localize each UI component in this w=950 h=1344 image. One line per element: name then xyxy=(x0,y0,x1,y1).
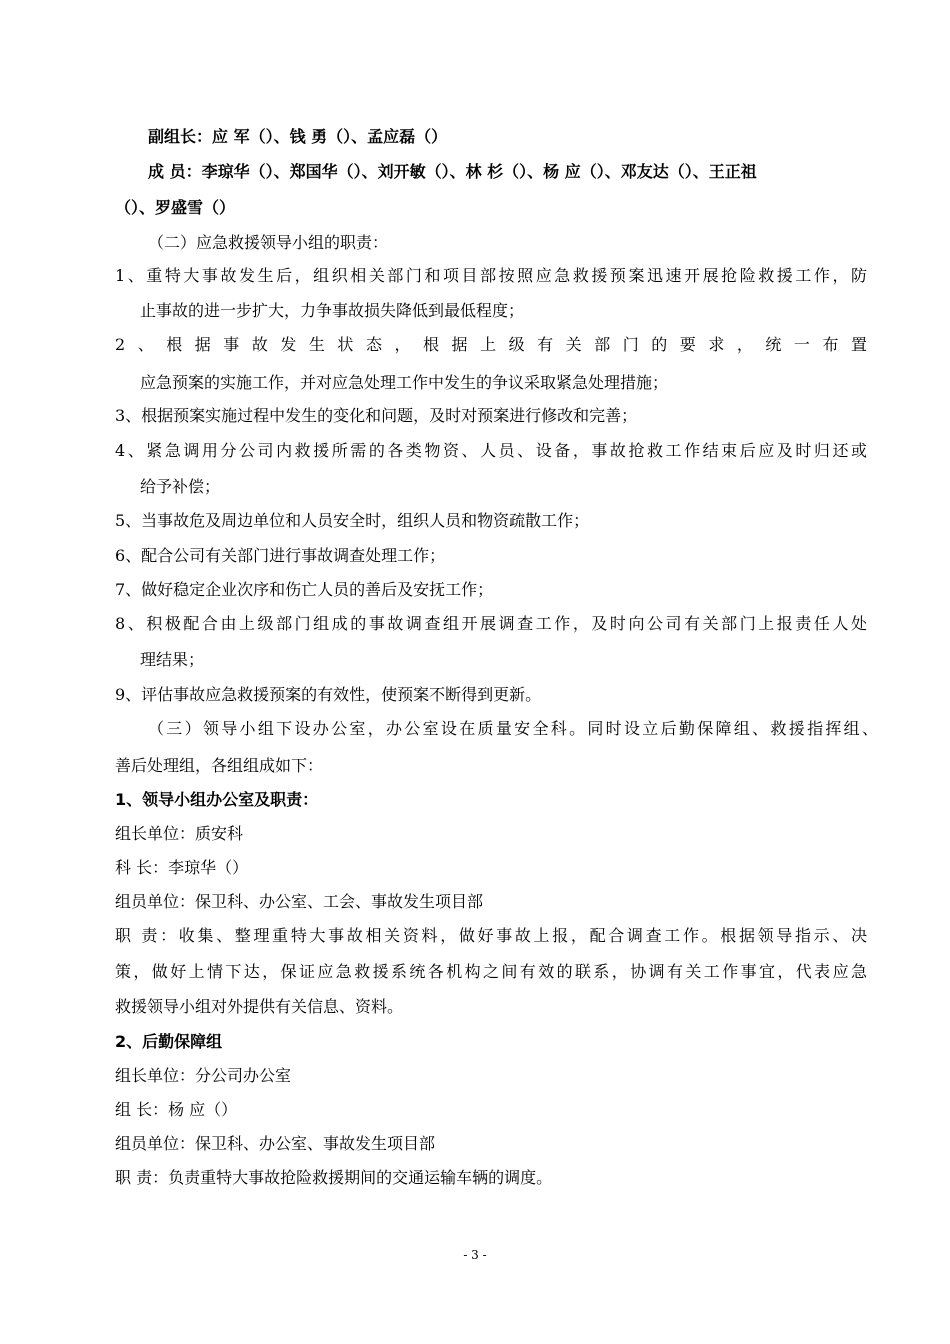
logistics-member-units: 组员单位：保卫科、办公室、事故发生项目部 xyxy=(115,1134,436,1153)
duty-item-4: 4、紧急调用分公司内救援所需的各类物资、人员、设备，事故抢救工作结束后应及时归还或 xyxy=(115,441,867,460)
duty-item-6: 6、配合公司有关部门进行事故调查处理工作； xyxy=(115,546,446,565)
page-number: - 3 - xyxy=(463,1248,487,1262)
duty-item-4-cont: 给予补偿； xyxy=(140,477,221,496)
duty-item-3: 3、根据预案实施过程中发生的变化和问题，及时对预案进行修改和完善； xyxy=(115,406,638,425)
duty-item-9: 9、评估事故应急救援预案的有效性，使预案不断得到更新。 xyxy=(115,685,542,704)
duty-item-1: 1、重特大事故发生后，组织相关部门和项目部按照应急救援预案迅速开展抢险救援工作，防 xyxy=(115,266,867,285)
office-paragraph-cont: 善后处理组，各组组成如下： xyxy=(115,756,324,775)
duty-item-5: 5、当事故危及周边单位和人员安全时，组织人员和物资疏散工作； xyxy=(115,511,590,530)
logistics-lead-unit: 组长单位：分公司办公室 xyxy=(115,1066,292,1085)
deputy-leader-line: 副组长：应 军（）、钱 勇（）、孟应磊（） xyxy=(148,127,448,146)
duty-item-7: 7、做好稳定企业次序和伤亡人员的善后及安抚工作； xyxy=(115,580,494,599)
office-duties: 职 责：收集、整理重特大事故相关资料，做好事故上报，配合调查工作。根据领导指示、决 xyxy=(115,926,867,945)
section-heading-duties: （二）应急救援领导小组的职责： xyxy=(148,233,389,252)
office-paragraph: （三）领导小组下设办公室，办公室设在质量安全科。同时设立后勤保障组、救援指挥组、 xyxy=(148,719,878,738)
section-heading-office: 1、领导小组办公室及职责： xyxy=(115,790,319,809)
members-line-cont: （）、罗盛雪（） xyxy=(115,198,236,217)
duty-item-8-cont: 理结果； xyxy=(140,650,205,669)
logistics-group-leader: 组 长：杨 应（） xyxy=(115,1100,238,1119)
office-duties-cont-1: 策，做好上情下达，保证应急救援系统各机构之间有效的联系，协调有关工作事宜，代表应急 xyxy=(115,962,867,981)
office-lead-unit: 组长单位：质安科 xyxy=(115,824,244,843)
section-heading-logistics: 2、后勤保障组 xyxy=(115,1032,223,1051)
office-member-units: 组员单位：保卫科、办公室、工会、事故发生项目部 xyxy=(115,892,484,911)
office-duties-cont-2: 救援领导小组对外提供有关信息、资料。 xyxy=(115,997,404,1016)
duty-item-2-cont: 应急预案的实施工作，并对应急处理工作中发生的争议采取紧急处理措施； xyxy=(140,373,669,392)
duty-item-1-cont: 止事故的进一步扩大，力争事故损失降低到最低程度； xyxy=(140,301,525,320)
duty-item-8: 8、积极配合由上级部门组成的事故调查组开展调查工作，及时向公司有关部门上报责任人处 xyxy=(115,614,867,633)
duty-item-2: 2、根据事故发生状态，根据上级有关部门的要求，统一布置 xyxy=(115,335,867,354)
office-section-chief: 科 长：李琼华（） xyxy=(115,858,249,877)
members-line: 成 员：李琼华（）、郑国华（）、刘开敏（）、林 杉（）、杨 应（）、邓友达（）、王正祖 xyxy=(148,162,757,181)
logistics-duties: 职 责：负责重特大事故抢险救援期间的交通运输车辆的调度。 xyxy=(115,1168,553,1187)
